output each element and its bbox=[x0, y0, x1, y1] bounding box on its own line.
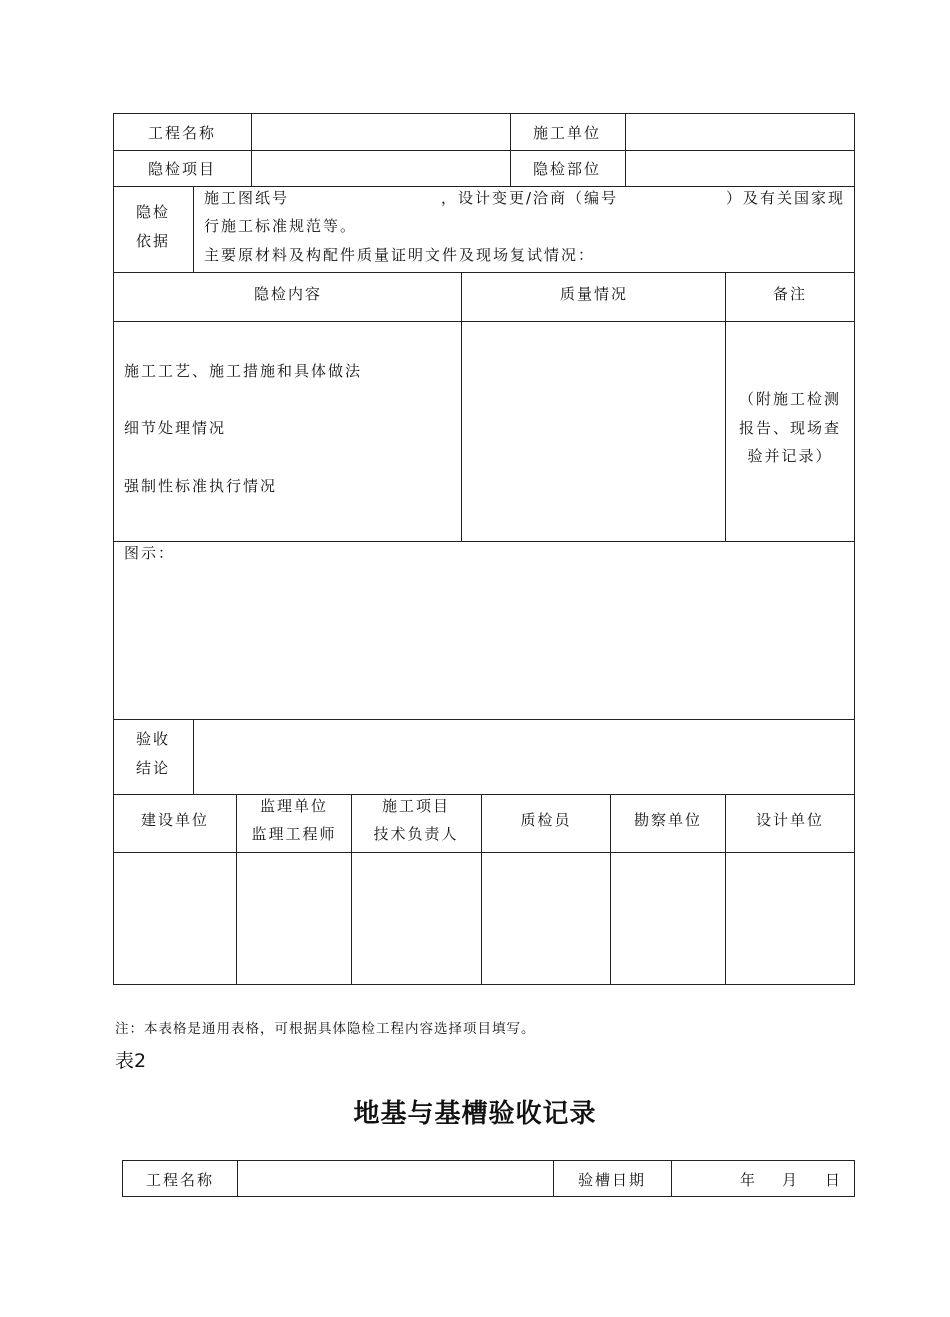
remarks-line-2: 报告、现场查 bbox=[738, 419, 842, 437]
basis-label-2: 依据 bbox=[135, 232, 171, 250]
table-note: 注：本表格是通用表格，可根据具体隐检工程内容选择项目填写。 bbox=[115, 1021, 536, 1037]
header-quality: 质量情况 bbox=[559, 285, 629, 303]
sign-qc-box[interactable] bbox=[482, 853, 610, 984]
basis-line-2: 行施工标准规范等。 bbox=[204, 217, 358, 235]
table2-title: 地基与基槽验收记录 bbox=[353, 1099, 597, 1129]
content-item-mandatory: 强制性标准执行情况 bbox=[124, 477, 278, 495]
table2-date-label: 验槽日期 bbox=[577, 1171, 647, 1189]
remarks-line-3: 验并记录） bbox=[747, 447, 833, 465]
sign-survey-box[interactable] bbox=[611, 853, 725, 984]
table2-project-name-field[interactable] bbox=[238, 1161, 553, 1196]
basis-standards: ）及有关国家现 bbox=[726, 189, 846, 207]
sign-contractor-2: 技术负责人 bbox=[373, 825, 459, 843]
header-content: 隐检内容 bbox=[253, 285, 323, 303]
sign-supervisor-2: 监理工程师 bbox=[251, 825, 337, 843]
remarks-line-1: （附施工检测 bbox=[738, 390, 842, 408]
conclusion-field[interactable] bbox=[194, 720, 854, 794]
content-item-process: 施工工艺、施工措施和具体做法 bbox=[124, 362, 363, 380]
sign-survey: 勘察单位 bbox=[633, 811, 703, 829]
sign-design-box[interactable] bbox=[726, 853, 854, 984]
basis-label-1: 隐检 bbox=[135, 203, 171, 221]
inspection-item-label: 隐检项目 bbox=[147, 160, 217, 178]
project-name-label: 工程名称 bbox=[147, 124, 217, 142]
content-item-details: 细节处理情况 bbox=[124, 419, 227, 437]
sign-owner: 建设单位 bbox=[140, 811, 210, 829]
table2-day: 日 bbox=[825, 1171, 843, 1189]
basis-materials: 主要原材料及构配件质量证明文件及现场复试情况： bbox=[204, 246, 596, 264]
table2-month: 月 bbox=[782, 1171, 800, 1189]
inspection-part-field[interactable] bbox=[626, 151, 854, 186]
sign-supervisor-1: 监理单位 bbox=[259, 797, 329, 815]
basis-design-change: ，设计变更/洽商（编号 bbox=[441, 189, 619, 207]
table2-project-name-label: 工程名称 bbox=[145, 1171, 215, 1189]
construction-unit-field[interactable] bbox=[626, 114, 854, 150]
basis-drawing-no: 施工图纸号 bbox=[204, 189, 290, 207]
quality-field[interactable] bbox=[462, 322, 725, 541]
diagram-label: 图示： bbox=[124, 544, 176, 562]
conclusion-label-2: 结论 bbox=[135, 759, 171, 777]
diagram-area[interactable] bbox=[114, 566, 854, 718]
sign-design: 设计单位 bbox=[755, 811, 825, 829]
sign-supervisor-box[interactable] bbox=[237, 853, 351, 984]
sign-owner-box[interactable] bbox=[114, 853, 236, 984]
table2-label: 表2 bbox=[115, 1050, 147, 1072]
project-name-field[interactable] bbox=[252, 114, 510, 150]
inspection-part-label: 隐检部位 bbox=[532, 160, 602, 178]
sign-contractor-1: 施工项目 bbox=[381, 797, 451, 815]
conclusion-label-1: 验收 bbox=[135, 730, 171, 748]
sign-contractor-box[interactable] bbox=[352, 853, 481, 984]
header-remarks: 备注 bbox=[772, 285, 808, 303]
sign-qc: 质检员 bbox=[520, 811, 572, 829]
inspection-item-field[interactable] bbox=[252, 151, 510, 186]
table2-year: 年 bbox=[740, 1171, 758, 1189]
construction-unit-label: 施工单位 bbox=[532, 124, 602, 142]
